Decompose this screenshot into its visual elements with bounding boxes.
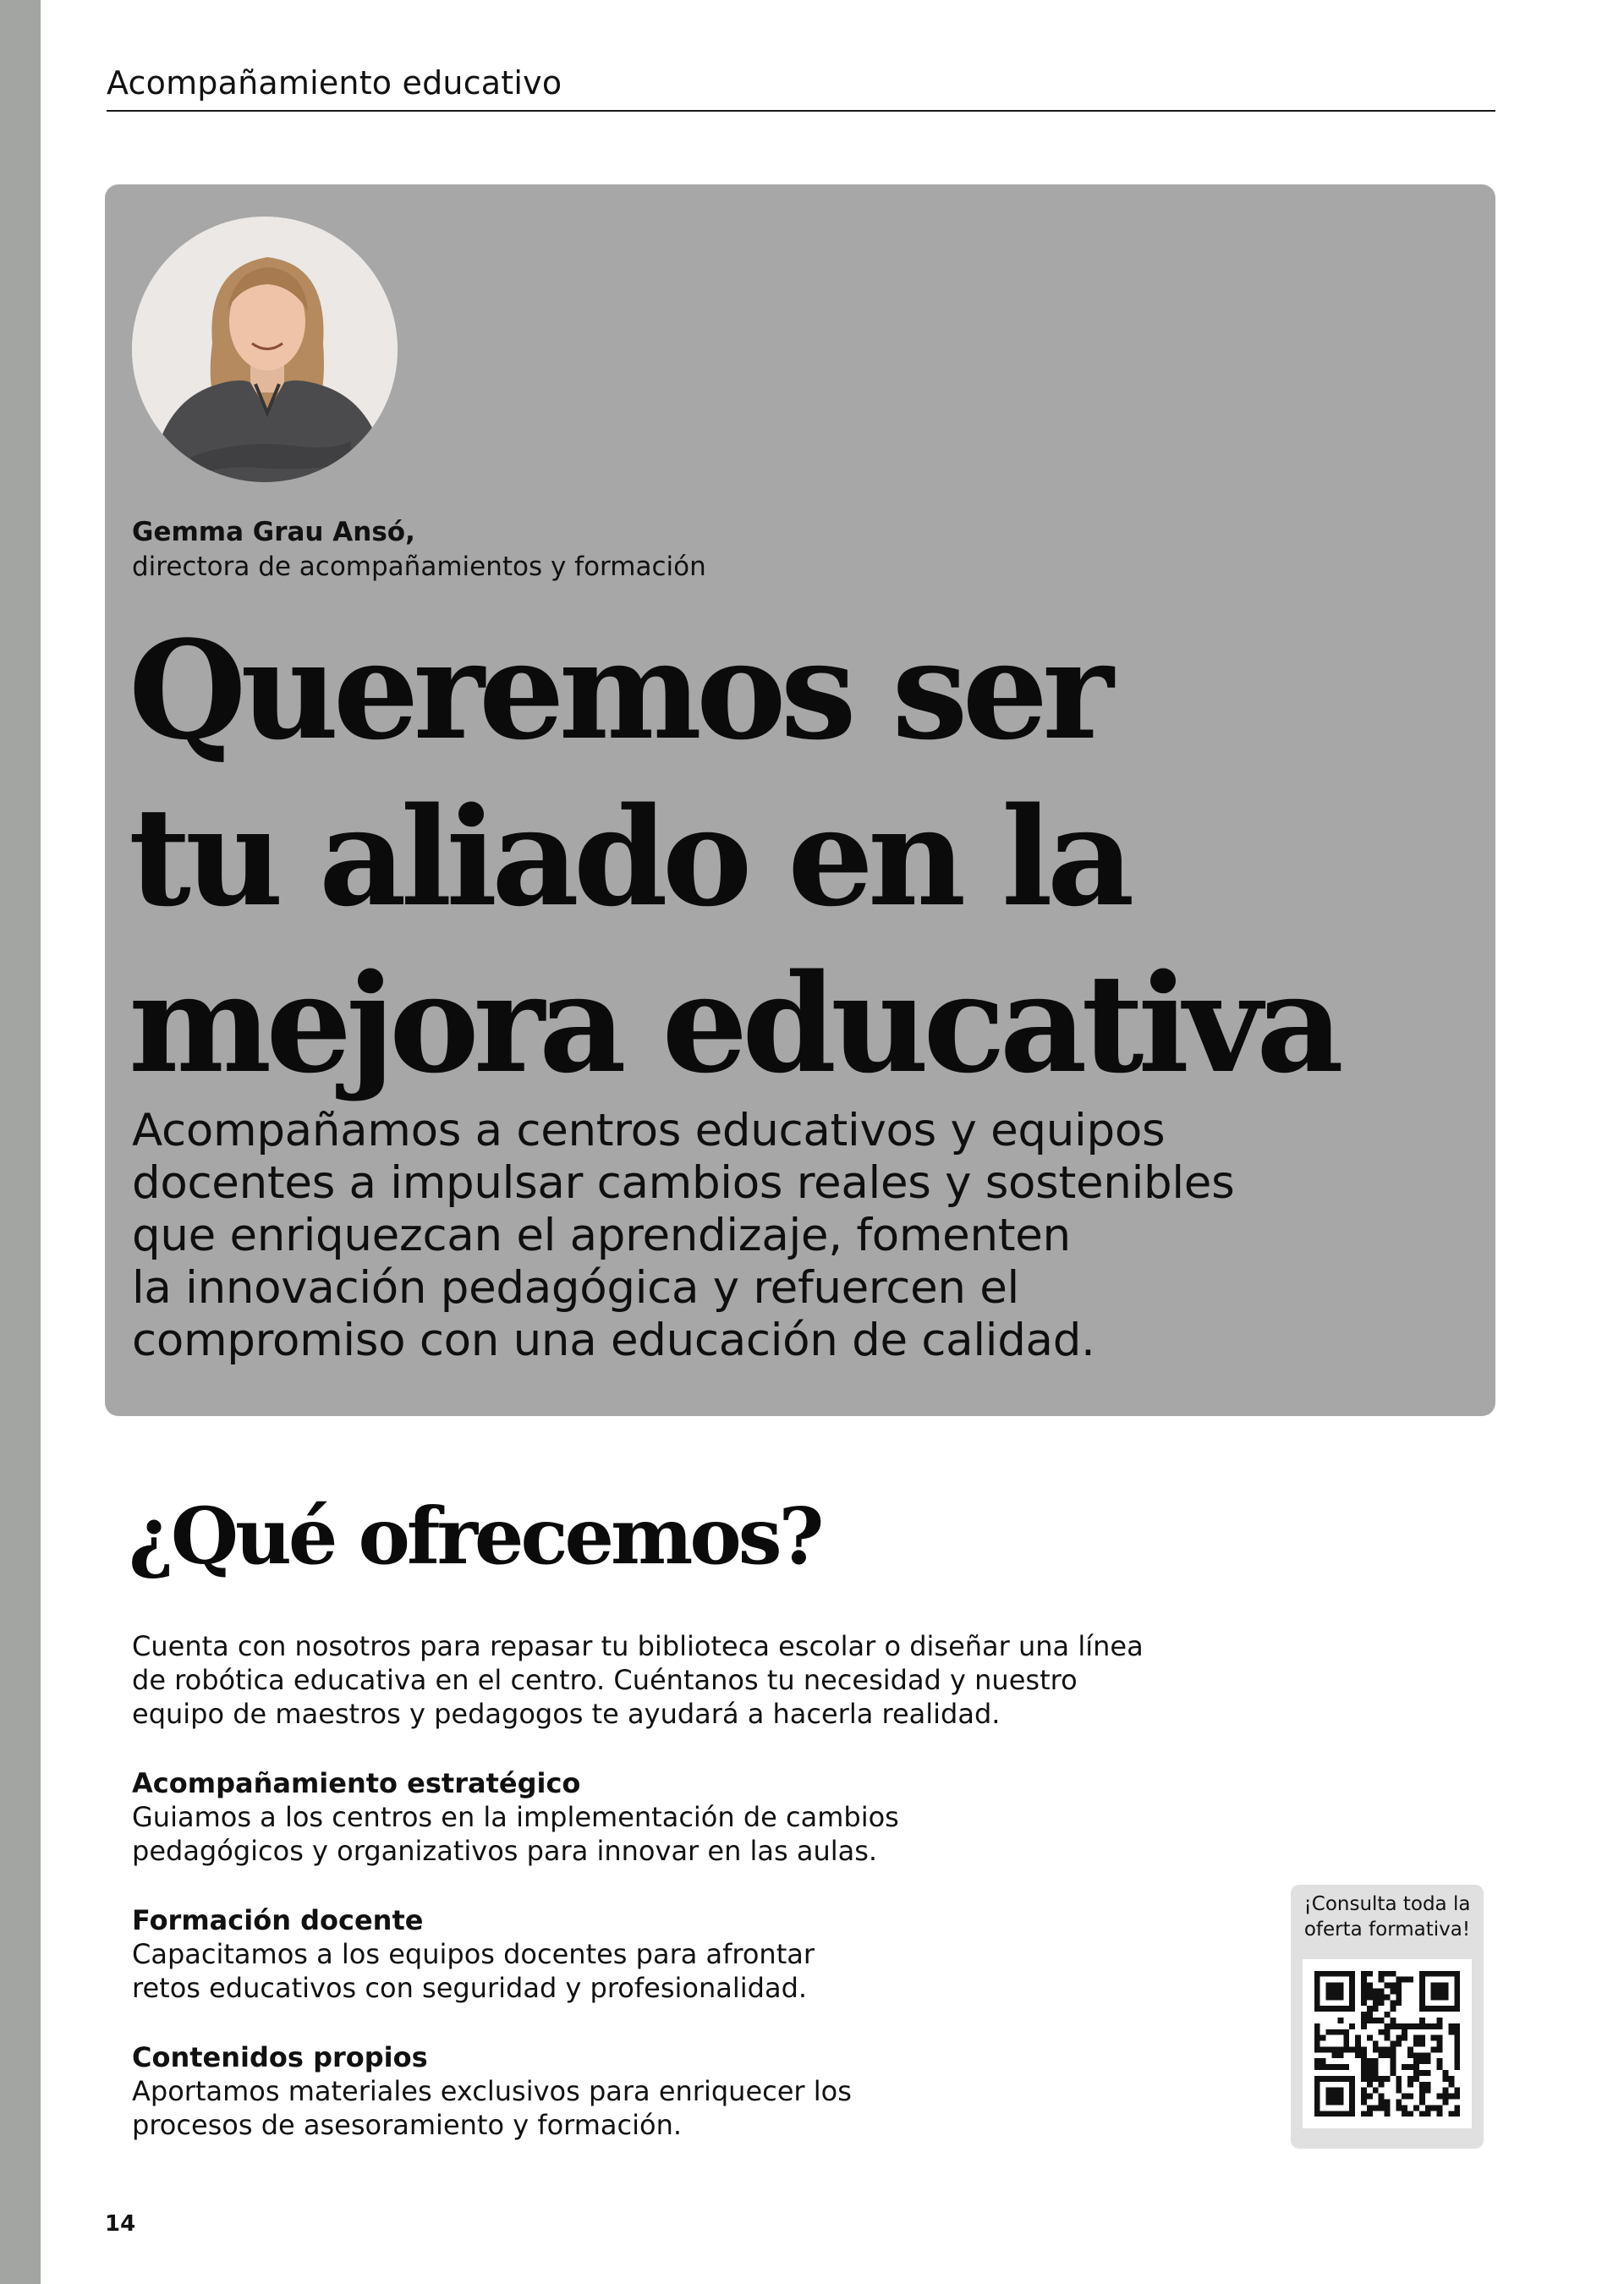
author-role: directora de acompañamientos y formación — [132, 552, 706, 582]
lead-line: la innovación pedagógica y refuercen el — [132, 1262, 1019, 1314]
section-title: Acompañamiento educativo — [107, 64, 562, 102]
qr-caption — [1291, 1891, 1484, 1942]
service-title: Formación docente — [132, 1904, 424, 1936]
author-name: Gemma Grau Ansó, — [132, 517, 415, 547]
headline — [129, 607, 1448, 1107]
headline-line: Queremos ser — [129, 611, 1108, 770]
lead-line: que enriquezcan el aprendizaje, fomenten — [132, 1210, 1071, 1261]
side-color-bar — [0, 0, 41, 2284]
intro-line: Cuenta con nosotros para repasar tu biblioteca escolar o diseñar una línea — [132, 1630, 1144, 1662]
intro-line: de robótica educativa en el centro. Cuéntanos tu necesidad y nuestro — [132, 1664, 1078, 1696]
qr-card[interactable] — [1291, 1885, 1484, 2149]
section-header — [107, 61, 1495, 112]
service-line: retos educativos con seguridad y profesionalidad. — [132, 1972, 808, 2004]
service-title: Contenidos propios — [132, 2041, 428, 2073]
qr-caption-line: ¡Consulta toda la — [1303, 1893, 1471, 1915]
offer-intro — [132, 1629, 1144, 1731]
author-portrait — [132, 217, 398, 482]
intro-line: equipo de maestros y pedagogos te ayudará a hacerla realidad. — [132, 1698, 1001, 1730]
service-line: procesos de asesoramiento y formación. — [132, 2109, 683, 2141]
service-line: Capacitamos a los equipos docentes para afrontar — [132, 1938, 815, 1970]
headline-line: mejora educativa — [129, 944, 1338, 1103]
service-content — [132, 2040, 852, 2142]
service-strategic — [132, 1766, 899, 1868]
lead-line: docentes a impulsar cambios reales y sostenibles — [132, 1157, 1235, 1209]
lead-line: compromiso con una educación de calidad. — [132, 1315, 1095, 1366]
service-line: Aportamos materiales exclusivos para enriquecer los — [132, 2075, 852, 2107]
service-line: pedagógicos y organizativos para innovar en las aulas. — [132, 1835, 878, 1867]
lead-line: Acompañamos a centros educativos y equipos — [132, 1105, 1166, 1156]
offer-title: ¿Qué ofrecemos? — [129, 1491, 821, 1582]
service-training — [132, 1903, 815, 2005]
hero-panel — [105, 184, 1495, 1416]
headline-line: tu aliado en la — [129, 777, 1129, 936]
service-line: Guiamos a los centros en la implementación de cambios — [132, 1801, 899, 1833]
page-number: 14 — [105, 2211, 136, 2237]
qr-caption-line: oferta formativa! — [1303, 1919, 1471, 1941]
service-title: Acompañamiento estratégico — [132, 1767, 581, 1799]
lead-paragraph — [132, 1105, 1316, 1367]
qr-code-icon[interactable] — [1303, 1959, 1472, 2128]
